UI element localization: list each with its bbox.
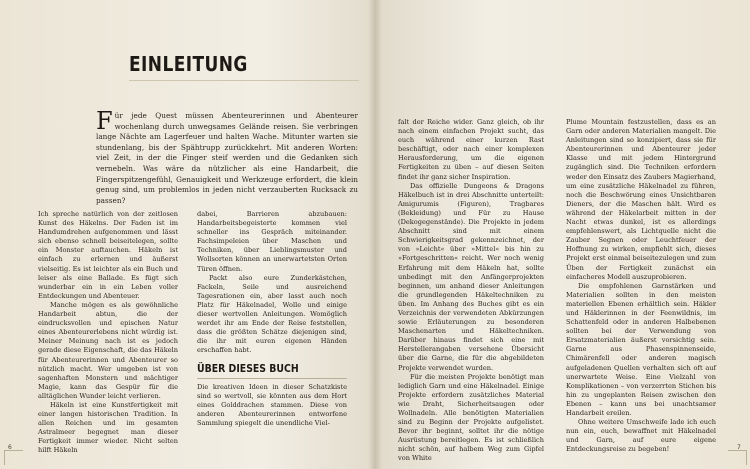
page-number-left: 6 xyxy=(8,444,12,451)
corner-ornament xyxy=(728,450,747,465)
paragraph: dabei, Barrieren abzubauen: Handarbeitsbegeisterte kommen viel schneller ins Gespräch miteinander. Fachsimpeleien über Maschen und Techniken, über Lieblingsmuster und Wollsorten können an unerwartetsten Orten Türen öffnen. xyxy=(197,210,347,273)
paragraph: Ich spreche natürlich von der zeitlosen Kunst des Häkelns. Der Faden ist im Handumdrehen aufgenommen und lässt sich ebenso schnell beiseitelegen, sollte ein Monster auftauchen. Häkeln ist einfach zu erlernen und äußerst vielseitig. Es ist leichter als ein Buch und leiser als eine Ballade. Es fügt sich wunderbar ein in ein Leben voller Entdeckungen und Abenteuer. xyxy=(38,210,178,300)
dropcap-letter: F xyxy=(96,107,113,135)
paragraph: Für die meisten Projekte benötigt man lediglich Garn und eine Häkelnadel. Einige Projekte erfordern zusätzliches Material wie Draht, Sicherheitsaugen oder Wollnadeln. Alle benötigten Materialien sind zu Beginn der Projekte aufgelistet. Bevor ihr beginnt, solltet ihr die nötige Ausrüstung bereitlegen. Es ist schließlich nicht schön, auf halbem Weg zum Gipfel von White xyxy=(398,372,544,463)
paragraph: Die empfohlenen Garnstärken und Materialien sollten in den meisten materiellen Ebenen erhältlich sein. Häkler und Häklerinnen in der Feenwildnis, im Schattenfeld oder in anderen Halbebenen sollten bei der Verwendung von Ersatzmaterialien äußerst vorsichtig sein. Garne aus Phasenspinnenseide, Chimärenfell oder anderen magisch aufgeladenen Quellen verhalten sich oft auf unerwartete Weise. Eine Vielzahl von Komplikationen – von verzerrten Stichen bis hin zu ungeplanten Reisen zwischen den Ebenen – kann uns bei unachtsamer Handarbeit ereilen. xyxy=(566,281,716,417)
book-gutter xyxy=(368,0,382,469)
left-column-2 xyxy=(197,210,347,428)
paragraph: Plume Mountain festzustellen, dass es an Garn oder anderen Materialien mangelt. Die Anleitungen sind so konzipiert, dass sie für Abenteurerinnen und Abenteurer jeder Klasse und mit jedem Hintergrund zugänglich sind. Die Techniken erfordern weder den Einsatz des Zaubers Magierhand, um eine zusätzliche Häkelnadel zu führen, noch die Beschwörung eines Unsichtbaren Dieners, der die Maschen hält. Wird es während der Häkelarbeit mitten in der Nacht etwas dunkel, ist es allerdings empfehlenswert, als Lichtquelle nicht die Zauber Segnen oder Leuchtfeuer der Hoffnung zu wirken, empfiehlt sich, dieses Projekt erst einmal beiseitezulegen und zum Üben der Fertigkeit zunächst ein einfacheres Modell auszuprobieren. xyxy=(566,118,717,281)
paragraph: Packt also eure Zunderkästchen, Fackeln, Seile und ausreichend Tagesrationen ein, aber lasst auch noch Platz für Häkelnadel, Wolle und einige dieser wertvollen Anleitungen. Womöglich werdet ihr am Ende der Reise feststellen, dass die größten Schätze diejenigen sind, die ihr mit euren eigenen Händen erschaffen habt. xyxy=(197,273,347,355)
paragraph: Ohne weitere Umschweife lade ich euch nun ein, euch, bewaffnet mit Häkelnadel und Garn, auf eure eigene Entdeckungsreise zu begeben! xyxy=(566,418,716,454)
paragraph: Manche mögen es als gewöhnliche Handarbeit abtun, die der eindrucksvollen und epischen Natur eines Abenteurerlebens nicht würdig ist. Meiner Meinung nach ist es jedoch gerade diese Eigenschaft, die das Häkeln für Abenteurerinnen und Abenteurer so nützlich macht. Wer umgeben ist von sagenhaften Monstern und mächtiger Magie, kann das Gespür für die alltäglichen Wunder leicht verlieren. xyxy=(38,300,178,400)
paragraph: falt der Reiche wider. Ganz gleich, ob ihr nach einem einfachen Projekt sucht, das euch während einer kurzen Rast beschäftigt, oder nach einer komplexen Herausforderung, um die eigenen Fertigkeiten zu üben – auf diesen Seiten findet ihr ganz sicher Inspiration. xyxy=(398,118,544,181)
paragraph: Das offizielle Dungeons & Dragons Häkelbuch ist in drei Abschnitte unterteilt: Amigurumis (Figuren), Tragbares (Bekleidung) und Für zu Hause (Dekogegenstände). Die Projekte in jedem Abschnitt sind mit einem Schwierigkeitsgrad gekennzeichnet, der von »Leicht« über »Mittel« bis hin zu »Fortgeschritten« reicht. Wer noch wenig Erfahrung mit dem Häkeln hat, sollte unbedingt mit den Anfängerprojekten beginnen, um anhand dieser Anleitungen die grundlegenden Häkeltechniken zu üben. Im Anhang des Buches gibt es ein Verzeichnis der verwendeten Abkürzungen sowie Erläuterungen zu besonderen Maschenarten und Häkeltechniken. Darüber hinaus findet sich eine mit Herstellerangaben versehene Übersicht über die Garne, die für die abgebildeten Projekte verwendet wurden. xyxy=(398,181,544,372)
paragraph: Häkeln ist eine Kunstfertigkeit mit einer langen historischen Tradition. In allen Reichen und im gesamten Astralmeer begegnet man dieser Fertigkeit immer wieder. Nicht selten hilft Häkeln xyxy=(38,400,178,455)
corner-ornament xyxy=(4,450,23,465)
intro-paragraph xyxy=(96,107,358,206)
section-rule xyxy=(197,378,347,379)
title-rule xyxy=(129,80,359,81)
intro-text: ür jede Quest müssen Abenteurerinnen und Abenteurer wochenlang durch unwegsames Gelände reisen. Sie verbringen lange Nächte am Lagerfeuer und halten Wache. Mitunter warten sie stundenlang, bis der Spähtrupp zurückkehrt. Mit anderen Worten: viel Zeit, in der die Finger steif werden und die Gedanken sich vernebeln. Was wäre da nützlicher als eine Handarbeit, die Fingerspitzengefühl, Genauigkeit und Werkzeuge erfordert, die klein genug sind, um problemlos in jeden nicht verzauberten Rucksack zu passen? xyxy=(96,111,358,205)
chapter-title: EINLEITUNG xyxy=(129,52,248,76)
right-column-1 xyxy=(398,118,544,464)
section-heading: ÜBER DIESES BUCH xyxy=(197,361,299,375)
left-column-1 xyxy=(38,210,178,456)
page-number-right: 7 xyxy=(737,444,741,451)
right-column-2 xyxy=(566,118,716,454)
paragraph: Die kreativen Ideen in dieser Schatzkiste sind so wertvoll, sie könnten aus dem Hort eines Golddrachen stammen. Diese von anderen Abenteurerinnen entworfene Sammlung spiegelt die unendliche Viel- xyxy=(197,382,347,427)
